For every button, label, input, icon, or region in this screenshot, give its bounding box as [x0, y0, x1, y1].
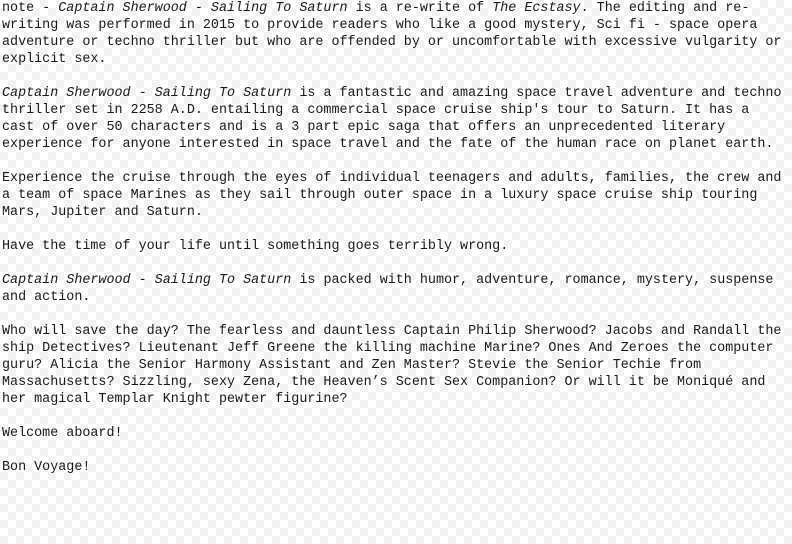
book-title: Captain Sherwood - Sailing To Saturn	[2, 86, 292, 101]
paragraph-welcome: Welcome aboard!	[2, 426, 123, 441]
paragraph-note	[2, 0, 786, 68]
book-title: Captain Sherwood - Sailing To Saturn	[58, 1, 348, 16]
original-title: The Ecstasy	[492, 1, 581, 16]
paragraph-genres	[2, 272, 786, 306]
paragraph-tagline: Have the time of your life until something goes terribly wrong.	[2, 239, 509, 254]
note-rest: . The editing and re-writing was performed in 2015 to provide readers who like a good mystery, Sci fi - space opera adventure or techno thriller but who are offended by or uncomfortable with excessive vulgarity or explicit sex.	[2, 1, 782, 67]
document-body	[2, 0, 786, 493]
synopsis-text: is a fantastic and amazing space travel adventure and techno thriller set in 2258 A.D. entailing a commercial space cruise ship's tour to Saturn. It has a cast of over 50 characters and is a 3 part epic saga that offers an unprecedented literary experience for anyone interested in space travel and the fate of the human race on planet earth.	[2, 86, 782, 152]
paragraph-experience: Experience the cruise through the eyes of individual teenagers and adults, families, the crew and a team of space Marines as they sail through outer space in a luxury space cruise ship touring Mars, Jupiter and Saturn.	[2, 171, 782, 220]
note-mid: is a re-write of	[347, 1, 493, 16]
note-prefix: note -	[2, 1, 59, 16]
paragraph-farewell: Bon Voyage!	[2, 460, 91, 475]
book-title: Captain Sherwood - Sailing To Saturn	[2, 273, 292, 288]
genres-text: is packed with humor, adventure, romance, mystery, suspense and action.	[2, 273, 774, 305]
paragraph-characters: Who will save the day? The fearless and dauntless Captain Philip Sherwood? Jacobs and Randall the ship Detectives? Lieutenant Jeff Greene the killing machine Marine? Ones And Zeroes the computer guru? Alicia the Senior Harmony Assistant and Zen Master? Stevie the Senior Techie from Massachusetts? Sizzling, sexy Zena, the Heaven’s Scent Sex Companion? Or will it be Moniqué and her magical Templar Knight pewter figurine?	[2, 324, 782, 407]
paragraph-synopsis	[2, 85, 786, 153]
